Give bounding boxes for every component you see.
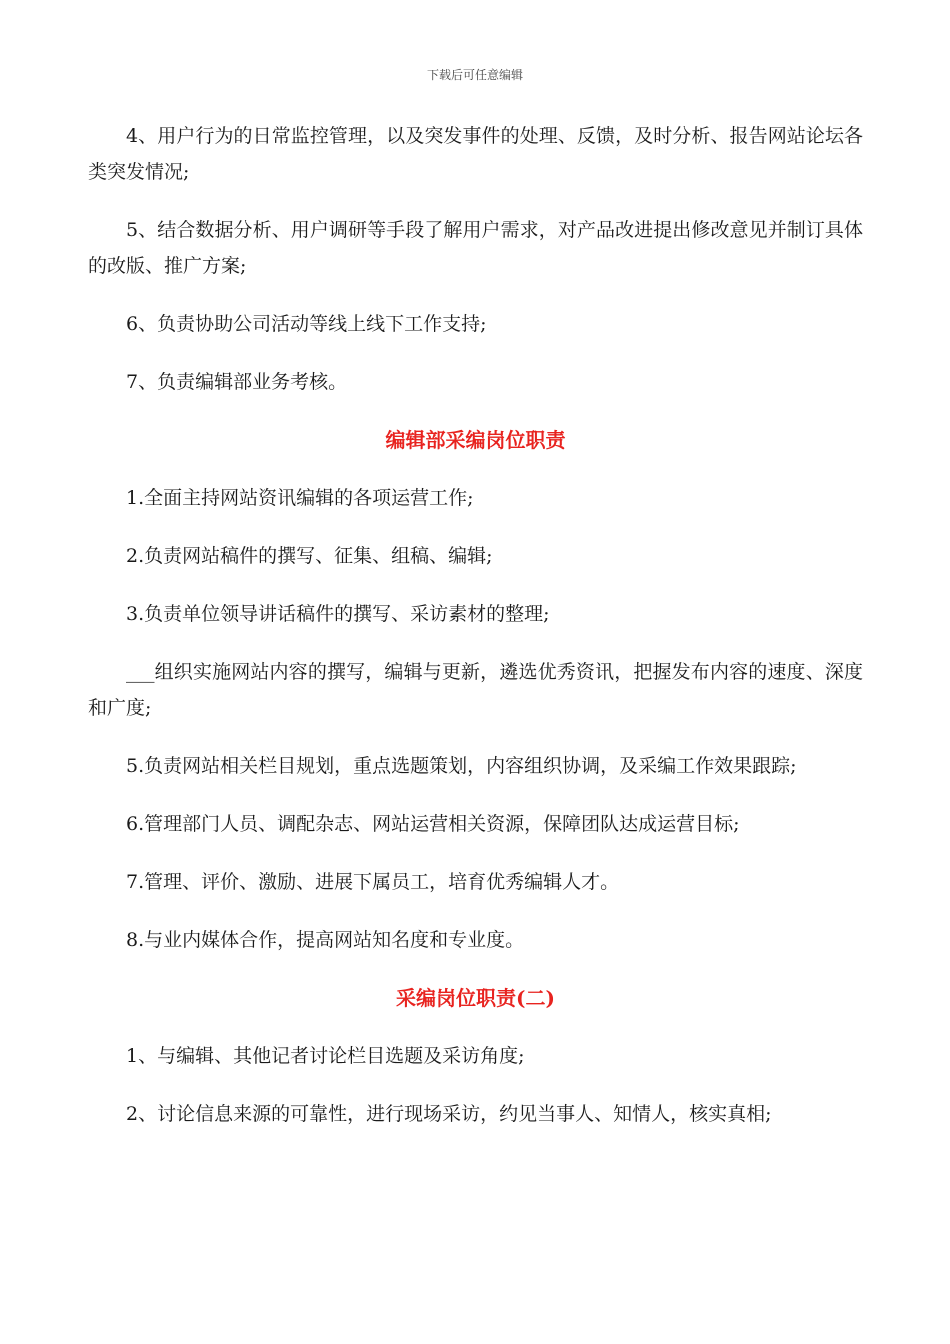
paragraph-s2-5: 5.负责网站相关栏目规划，重点选题策划，内容组织协调，及采编工作效果跟踪; — [126, 755, 797, 777]
paragraph-s2-2: 2.负责网站稿件的撰写、征集、组稿、编辑; — [126, 545, 493, 567]
paragraph-s2-3: 3.负责单位领导讲话稿件的撰写、采访素材的整理; — [126, 603, 550, 625]
paragraph-s3-2: 2、讨论信息来源的可靠性，进行现场采访，约见当事人、知情人，核实真相; — [126, 1103, 772, 1125]
paragraph-s2-8: 8.与业内媒体合作，提高网站知名度和专业度。 — [126, 929, 525, 951]
paragraph-s3-1: 1、与编辑、其他记者讨论栏目选题及采访角度; — [126, 1045, 525, 1067]
paragraph-s1-6: 6、负责协助公司活动等线上线下工作支持; — [126, 313, 487, 335]
paragraph-s2-6: 6.管理部门人员、调配杂志、网站运营相关资源，保障团队达成运营目标; — [126, 813, 740, 835]
paragraph-s1-7: 7、负责编辑部业务考核。 — [126, 371, 348, 393]
section-heading-reporting-duties-2: 采编岗位职责(二) — [396, 986, 555, 1010]
paragraph-s1-5: 5、结合数据分析、用户调研等手段了解用户需求，对产品改进提出修改意见并制订具体的改版、推广方案; — [88, 219, 863, 277]
paragraph-s1-4: 4、用户行为的日常监控管理，以及突发事件的处理、反馈，及时分析、报告网站论坛各类突发情况; — [88, 125, 863, 183]
paragraph-s2-4: ___组织实施网站内容的撰写，编辑与更新，遴选优秀资讯，把握发布内容的速度、深度和广度; — [88, 661, 863, 719]
section-heading-editorial-duties: 编辑部采编岗位职责 — [385, 428, 566, 452]
paragraph-s2-7: 7.管理、评价、激励、进展下属员工，培育优秀编辑人才。 — [126, 871, 620, 893]
page-header: 下载后可任意编辑 — [426, 68, 523, 82]
document-body — [88, 118, 863, 1132]
paragraph-s2-1: 1.全面主持网站资讯编辑的各项运营工作; — [126, 487, 474, 509]
